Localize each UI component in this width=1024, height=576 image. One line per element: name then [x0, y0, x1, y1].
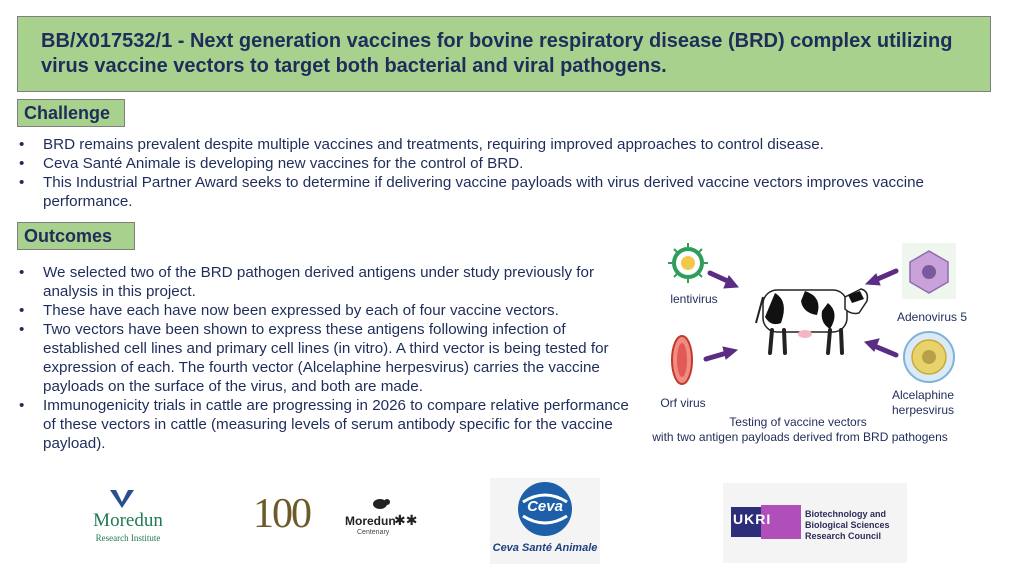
cow-icon [756, 289, 867, 353]
ceva-wordmark: Ceva [527, 498, 563, 515]
bbsrc-line-3: Research Council [805, 531, 882, 541]
moredun-centenary-logo [253, 491, 418, 544]
bbsrc-line-1: Biotechnology and [805, 509, 886, 519]
challenge-heading: Challenge [17, 99, 125, 127]
page-title: BB/X017532/1 - Next generation vaccines for bovine respiratory disease (BRD) complex utilizing virus vaccine vectors to target both bacterial and viral pathogens. [41, 30, 953, 77]
figure-caption-line2: with two antigen payloads derived from BRD pathogens [652, 430, 948, 444]
challenge-bullet: • Ceva Santé Animale is developing new vaccines for the control of BRD. [17, 154, 997, 173]
outcomes-bullet: • These have each have now been expressed by each of four vaccine vectors. [17, 301, 637, 320]
challenge-list [17, 135, 997, 211]
challenge-bullet: • BRD remains prevalent despite multiple vaccines and treatments, requiring improved approaches to control disease. [17, 135, 997, 154]
moredun-name: Moredun [93, 510, 163, 531]
title-banner [17, 16, 991, 92]
adenovirus-icon [902, 243, 956, 299]
star-icon: ✱✱ [394, 512, 418, 528]
ceva-name: Ceva Santé Animale [492, 542, 598, 554]
herpesvirus-icon [904, 332, 954, 382]
centenary-name: Moredun [345, 514, 396, 528]
outcomes-bullet: • We selected two of the BRD pathogen derived antigens under study previously for analysis in this project. [17, 263, 637, 301]
lentivirus-label: lentivirus [670, 292, 718, 306]
centenary-number: 100 [253, 491, 310, 537]
outcomes-heading: Outcomes [17, 222, 135, 250]
sheep-icon [371, 496, 391, 510]
ukri-wordmark: UKRI [733, 511, 772, 527]
outcomes-bullet: • Two vectors have been shown to express these antigens following infection of established cell lines and primary cell lines (in vitro). A third vector is being tested for expression of each. The fourth vector (Alcelaphine herpesvirus) carries the vaccine payloads on the surface of the virus, and both are made. [17, 320, 637, 396]
moredun-subtitle: Research Institute [95, 533, 161, 543]
moredun-logo [78, 488, 178, 548]
alcelaphine-label-line2: herpesvirus [891, 403, 955, 417]
bbsrc-line-2: Biological Sciences [805, 520, 890, 530]
challenge-bullet: • This Industrial Partner Award seeks to determine if delivering vaccine payloads with virus derived vaccine vectors improves vaccine performance. [17, 173, 997, 211]
outcomes-list [17, 263, 637, 453]
figure-caption-line1: Testing of vaccine vectors [729, 415, 867, 429]
alcelaphine-label-line1: Alcelaphine [891, 388, 955, 402]
orf-virus-label: Orf virus [660, 396, 706, 410]
orf-virus-icon [672, 336, 692, 384]
adenovirus-label: Adenovirus 5 [896, 310, 968, 324]
ceva-logo [490, 478, 600, 564]
ukri-bbsrc-logo [723, 483, 907, 563]
centenary-subtitle: Centenary [357, 529, 390, 536]
bbsrc-name [805, 509, 890, 542]
outcomes-bullet: • Immunogenicity trials in cattle are progressing in 2026 to compare relative performance of these vectors in cattle (measuring levels of serum antibody specific for the vaccine payload). [17, 396, 637, 453]
lentivirus-icon [668, 243, 708, 283]
